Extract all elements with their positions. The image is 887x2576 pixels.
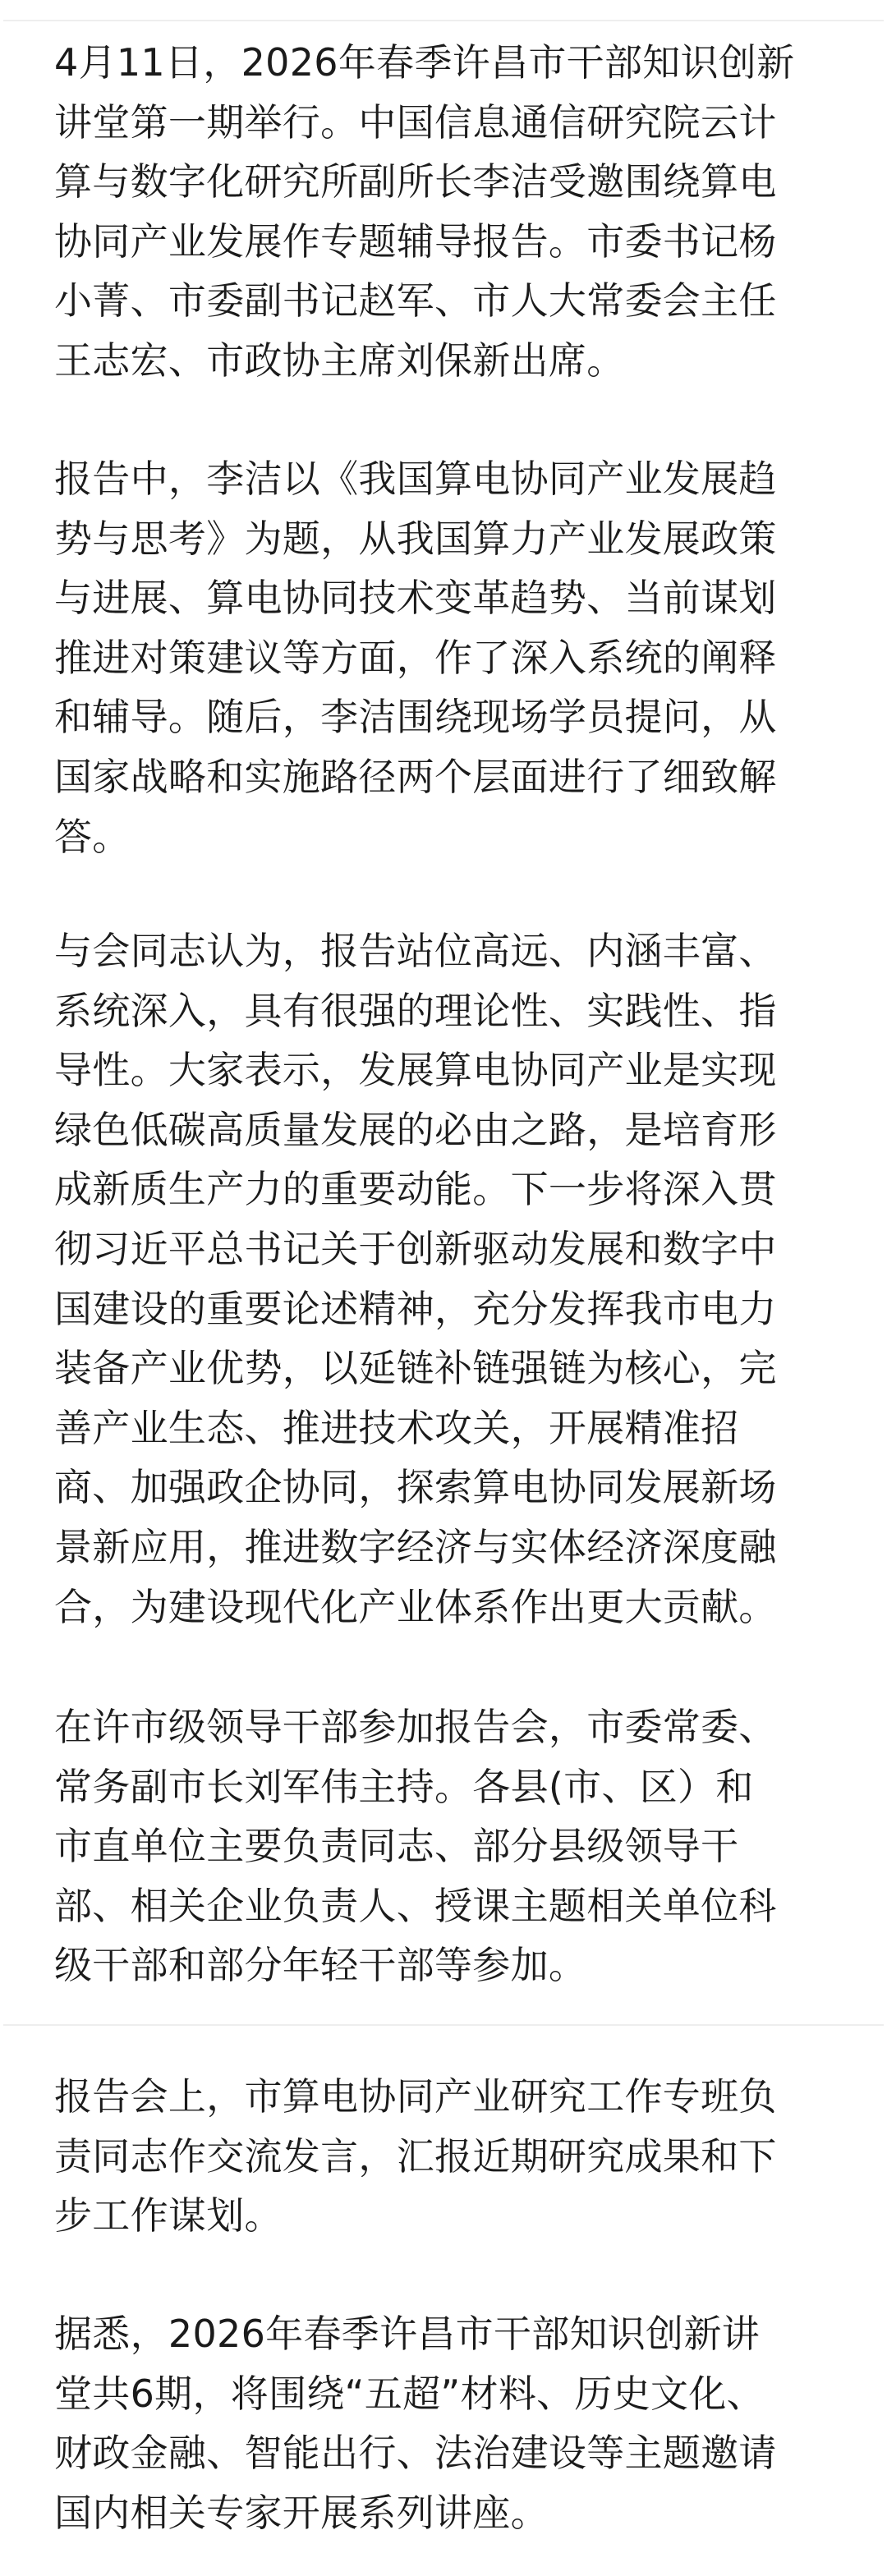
text-line: 答。 xyxy=(54,814,131,859)
text-line: 据悉，2026年春季许昌市干部知识创新讲 xyxy=(54,2312,761,2356)
section-divider xyxy=(3,2024,884,2026)
text-line: 国内相关专家开展系列讲座。 xyxy=(54,2490,549,2535)
text-line: 国建设的重要论述精神，充分发挥我市电力 xyxy=(54,1286,777,1331)
text-line: 装备产业优势，以延链补链强链为核心，完 xyxy=(54,1346,777,1391)
text-line: 报告中，李洁以《我国算电协同产业发展趋 xyxy=(54,457,777,501)
text-line: 算与数字化研究所副所长李洁受邀围绕算电 xyxy=(54,159,777,204)
text-line: 推进对策建议等方面，作了深入系统的阐释 xyxy=(54,635,777,680)
text-line: 彻习近平总书记关于创新驱动发展和数字中 xyxy=(54,1226,777,1271)
text-line: 王志宏、市政协主席刘保新出席。 xyxy=(54,337,625,383)
text-line: 市直单位主要负责同志、部分县级领导干 xyxy=(54,1824,739,1869)
text-line: 协同产业发展作专题辅导报告。市委书记杨 xyxy=(54,218,777,264)
paragraph-participants xyxy=(54,1697,834,1995)
paragraph-report-content xyxy=(54,449,834,866)
text-line: 导性。大家表示，发展算电协同产业是实现 xyxy=(54,1048,777,1093)
text-line: 堂共6期，将围绕“五超”材料、历史文化、 xyxy=(54,2371,765,2416)
text-line: 合，为建设现代化产业体系作出更大贡献。 xyxy=(54,1584,777,1629)
text-line: 在许市级领导干部参加报告会，市委常委、 xyxy=(54,1705,777,1749)
text-line: 小菁、市委副书记赵军、市人大常委会主任 xyxy=(54,278,777,324)
text-line: 与会同志认为，报告站位高远、内涵丰富、 xyxy=(54,929,777,973)
paragraph-exchange-speech xyxy=(54,2067,834,2246)
top-divider xyxy=(3,20,884,21)
paragraph-attendee-views xyxy=(54,921,834,1637)
text-line: 讲堂第一期举行。中国信息通信研究院云计 xyxy=(54,99,777,145)
text-line: 与进展、算电协同技术变革趋势、当前谋划 xyxy=(54,576,777,621)
text-line: 财政金融、智能出行、法治建设等主题邀请 xyxy=(54,2431,777,2476)
text-line: 常务副市长刘军伟主持。各县(市、区）和 xyxy=(54,1764,754,1809)
text-line: 善产业生态、推进技术攻关，开展精准招 xyxy=(54,1405,739,1450)
text-line: 4月11日，2026年春季许昌市干部知识创新 xyxy=(54,40,795,85)
paragraph-opening xyxy=(54,33,834,391)
text-line: 步工作谋划。 xyxy=(54,2193,283,2239)
text-line: 国家战略和实施路径两个层面进行了细致解 xyxy=(54,754,777,799)
text-line: 商、加强政企协同，探索算电协同发展新场 xyxy=(54,1465,777,1510)
text-line: 景新应用，推进数字经济与实体经济深度融 xyxy=(54,1524,777,1569)
text-line: 级干部和部分年轻干部等参加。 xyxy=(54,1943,587,1988)
text-line: 系统深入，具有很强的理论性、实践性、指 xyxy=(54,988,777,1033)
text-line: 部、相关企业负责人、授课主题相关单位科 xyxy=(54,1883,777,1928)
text-line: 势与思考》为题，从我国算力产业发展政策 xyxy=(54,516,777,561)
text-line: 责同志作交流发言，汇报近期研究成果和下 xyxy=(54,2133,777,2179)
text-line: 成新质生产力的重要动能。下一步将深入贯 xyxy=(54,1167,777,1212)
paragraph-lecture-series xyxy=(54,2304,834,2542)
text-line: 绿色低碳高质量发展的必由之路，是培育形 xyxy=(54,1107,777,1152)
text-line: 和辅导。随后，李洁围绕现场学员提问，从 xyxy=(54,695,777,740)
text-line: 报告会上，市算电协同产业研究工作专班负 xyxy=(54,2074,777,2119)
